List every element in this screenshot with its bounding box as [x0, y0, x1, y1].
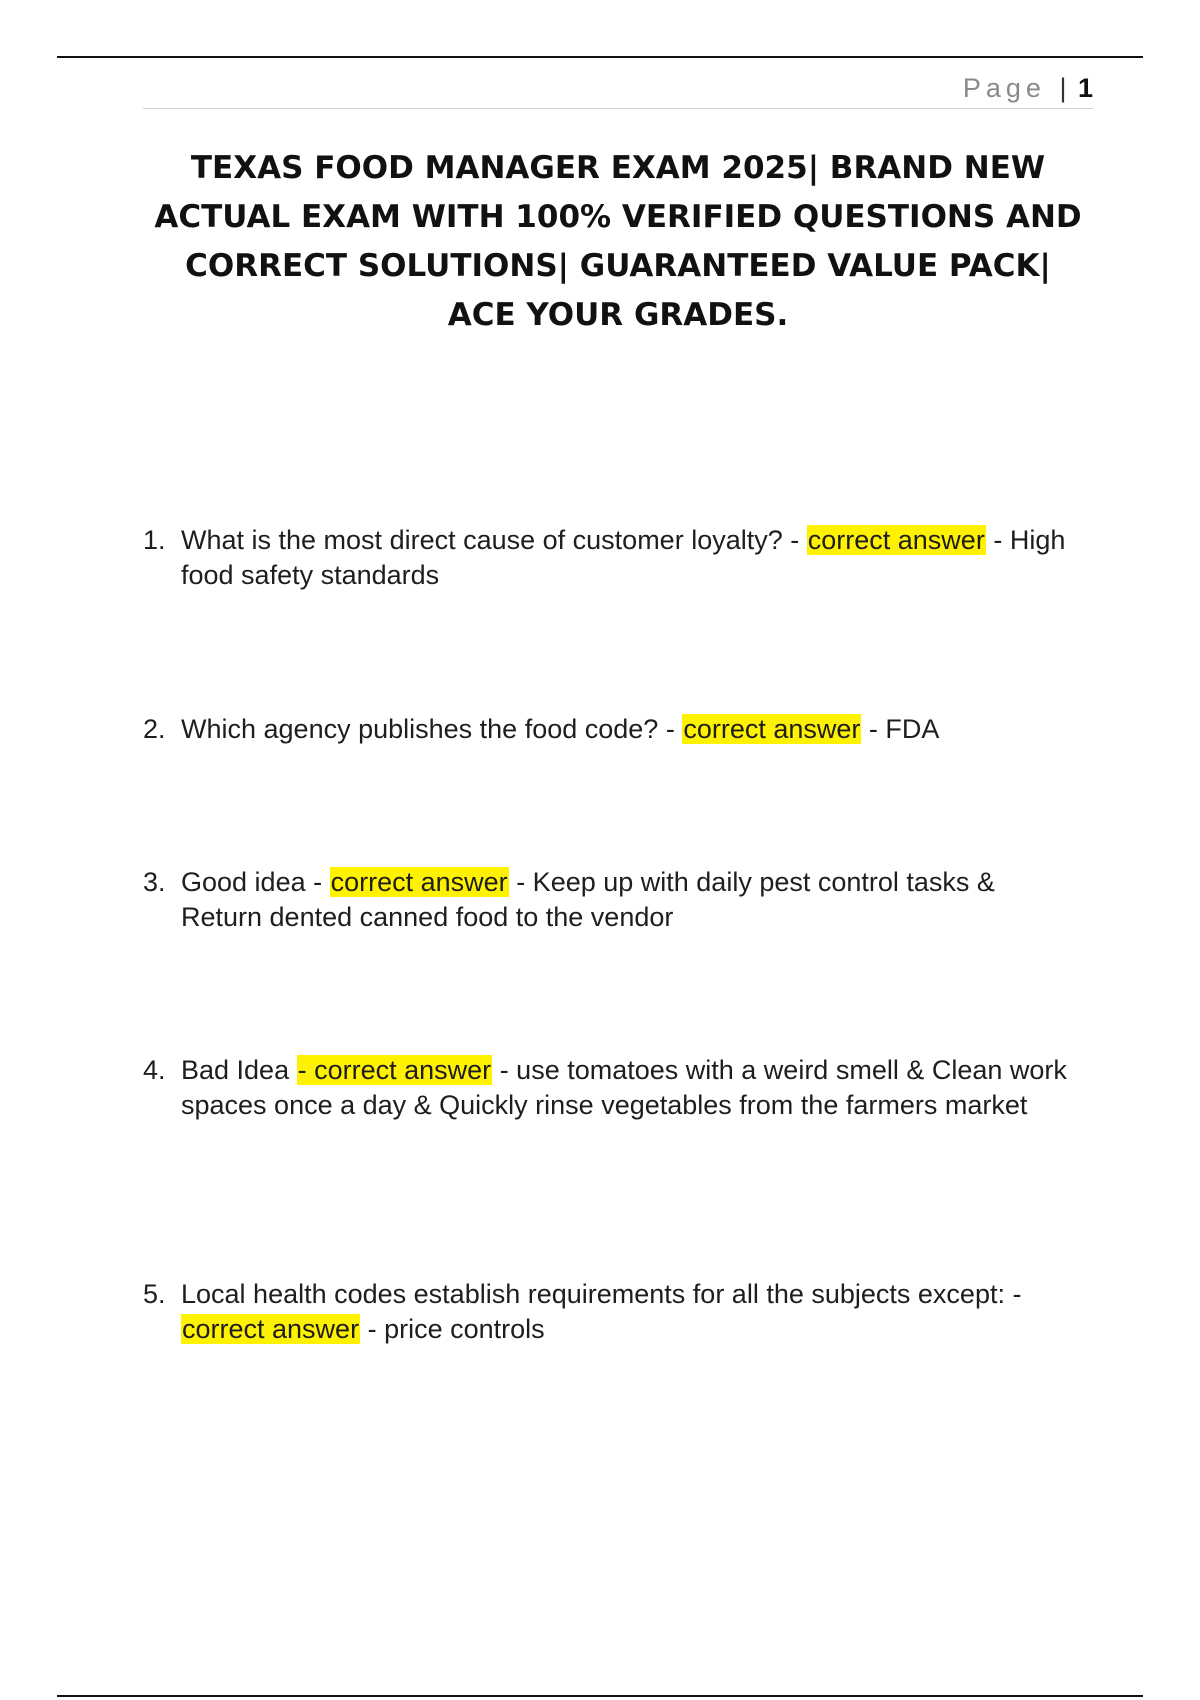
question-text: Which agency publishes the food code? - — [181, 714, 675, 744]
question-text: Good idea - — [181, 867, 323, 897]
answer-text: - price controls — [367, 1314, 545, 1344]
page-number: 1 — [1077, 73, 1093, 103]
answer-text: - Keep up with daily pest control tasks & Return dented canned food to the vendor — [181, 867, 995, 932]
question-text: What is the most direct cause of customer loyalty? - — [181, 525, 800, 555]
page-label: Page — [962, 73, 1046, 103]
question-item-5 — [143, 1277, 1083, 1347]
question-item-2 — [143, 712, 1083, 747]
question-number: 4. — [143, 1055, 166, 1085]
question-number: 1. — [143, 525, 166, 555]
question-item-4 — [143, 1053, 1083, 1123]
correct-answer-highlight: correct answer — [683, 714, 861, 744]
question-item-3 — [143, 865, 1083, 935]
page-separator: | — [1059, 73, 1067, 103]
question-text: Local health codes establish requirements for all the subjects except: - — [181, 1279, 1022, 1309]
bottom-rule — [57, 1695, 1143, 1697]
question-text-block — [181, 865, 1083, 935]
question-text-block — [181, 523, 1083, 593]
correct-answer-highlight: correct answer — [182, 1314, 360, 1344]
correct-answer-highlight: correct answer — [807, 525, 985, 555]
question-number: 3. — [143, 867, 166, 897]
correct-answer-highlight: correct answer — [330, 867, 508, 897]
top-rule — [57, 56, 1143, 58]
question-text-block — [181, 712, 1083, 747]
answer-text: - use tomatoes with a weird smell & Clean work spaces once a day & Quickly rinse vegetables from the farmers market — [181, 1055, 1067, 1120]
question-text-block — [181, 1053, 1083, 1123]
question-item-1 — [143, 523, 1083, 593]
question-text-block — [181, 1277, 1083, 1347]
question-number: 2. — [143, 714, 166, 744]
document-title: TEXAS FOOD MANAGER EXAM 2025| BRAND NEW ACTUAL EXAM WITH 100% VERIFIED QUESTIONS AND CORRECT SOLUTIONS| GUARANTEED VALUE PACK| ACE YOUR GRADES. — [154, 150, 1082, 333]
answer-text: - FDA — [868, 714, 940, 744]
page-header — [143, 70, 1093, 109]
correct-answer-highlight: - correct answer — [297, 1055, 492, 1085]
question-number: 5. — [143, 1279, 166, 1309]
question-text: Bad Idea — [181, 1055, 290, 1085]
answer-text: - High food safety standards — [181, 525, 1066, 590]
